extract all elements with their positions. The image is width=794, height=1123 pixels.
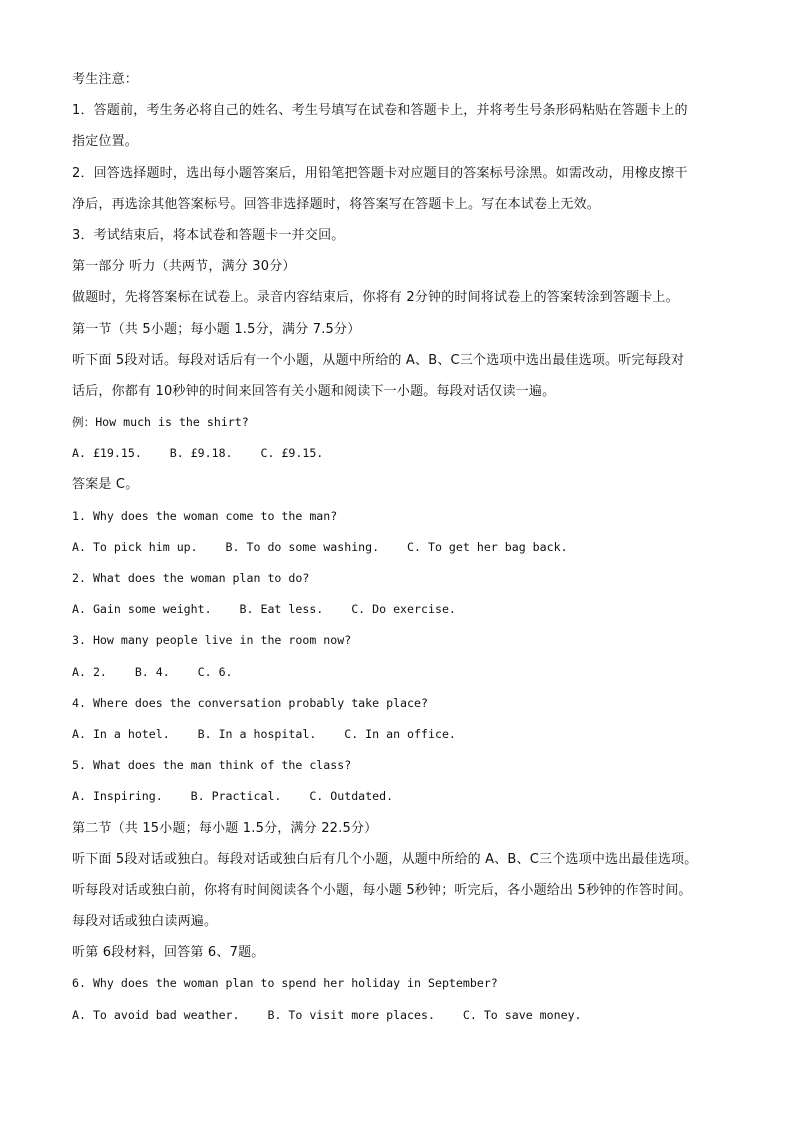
notice-item-1-cont: 指定位置。: [72, 134, 139, 150]
part-one-heading: 第一部分 听力（共两节，满分 30分）: [72, 259, 296, 275]
material-6-heading: 听第 6段材料，回答第 6、7题。: [72, 945, 265, 961]
question-4-options: A. In a hotel. B. In a hospital. C. In an office.: [72, 726, 456, 741]
example-answer: 答案是 C。: [72, 477, 139, 493]
question-2-options: A. Gain some weight. B. Eat less. C. Do exercise.: [72, 602, 456, 617]
notice-item-2: 2．回答选择题时，选出每小题答案后，用铅笔把答题卡对应题目的答案标号涂黑。如需改动，用橡皮擦干: [72, 165, 688, 181]
notice-heading: 考生注意：: [72, 72, 139, 87]
section-two-instruction-end: 每段对话或独白读两遍。: [72, 914, 218, 930]
section-one-instruction-cont: 话后，你都有 10秒钟的时间来回答有关小题和阅读下一小题。每段对话仅读一遍。: [72, 383, 556, 399]
question-5-options: A. Inspiring. B. Practical. C. Outdated.: [72, 789, 394, 804]
question-2: 2. What does the woman plan to do?: [72, 571, 310, 585]
notice-item-2-cont: 净后，再选涂其他答案标号。回答非选择题时，将答案写在答题卡上。写在本试卷上无效。: [72, 196, 601, 212]
section-one-instruction: 听下面 5段对话。每段对话后有一个小题，从题中所给的 A、B、C三个选项中选出最佳选项。听完每段对: [72, 352, 685, 368]
question-5: 5. What does the man think of the class?: [72, 758, 352, 773]
question-1-options: A. To pick him up. B. To do some washing. C. To get her bag back.: [72, 539, 568, 554]
question-4: 4. Where does the conversation probably take place?: [72, 695, 428, 710]
example-question: 例：How much is the shirt?: [72, 415, 249, 430]
question-1: 1. Why does the woman come to the man?: [72, 508, 338, 523]
section-two-instruction: 听下面 5段对话或独白。每段对话或独白后有几个小题，从题中所给的 A、B、C三个选项中选出最佳选项。: [72, 851, 698, 867]
example-options: A. £19.15. B. £9.18. C. £9.15.: [72, 446, 324, 461]
question-3: 3. How many people live in the room now?: [72, 633, 352, 648]
section-one-heading: 第一节（共 5小题；每小题 1.5分，满分 7.5分）: [72, 321, 361, 337]
notice-item-1: 1．答题前，考生务必将自己的姓名、考生号填写在试卷和答题卡上，并将考生号条形码粘贴在答题卡上的: [72, 103, 688, 119]
notice-item-3: 3．考试结束后，将本试卷和答题卡一并交回。: [72, 227, 345, 243]
question-3-options: A. 2. B. 4. C. 6.: [72, 664, 233, 679]
section-two-heading: 第二节（共 15小题；每小题 1.5分，满分 22.5分）: [72, 820, 378, 836]
part-one-instruction: 做题时，先将答案标在试卷上。录音内容结束后，你将有 2分钟的时间将试卷上的答案转涂到答题卡上。: [72, 290, 679, 306]
question-6-options: A. To avoid bad weather. B. To visit more places. C. To save money.: [72, 1007, 582, 1022]
section-two-instruction-cont: 听每段对话或独白前，你将有时间阅读各个小题，每小题 5秒钟；听完后，各小题给出 5秒钟的作答时间。: [72, 882, 692, 898]
question-6: 6. Why does the woman plan to spend her holiday in September?: [72, 976, 498, 991]
